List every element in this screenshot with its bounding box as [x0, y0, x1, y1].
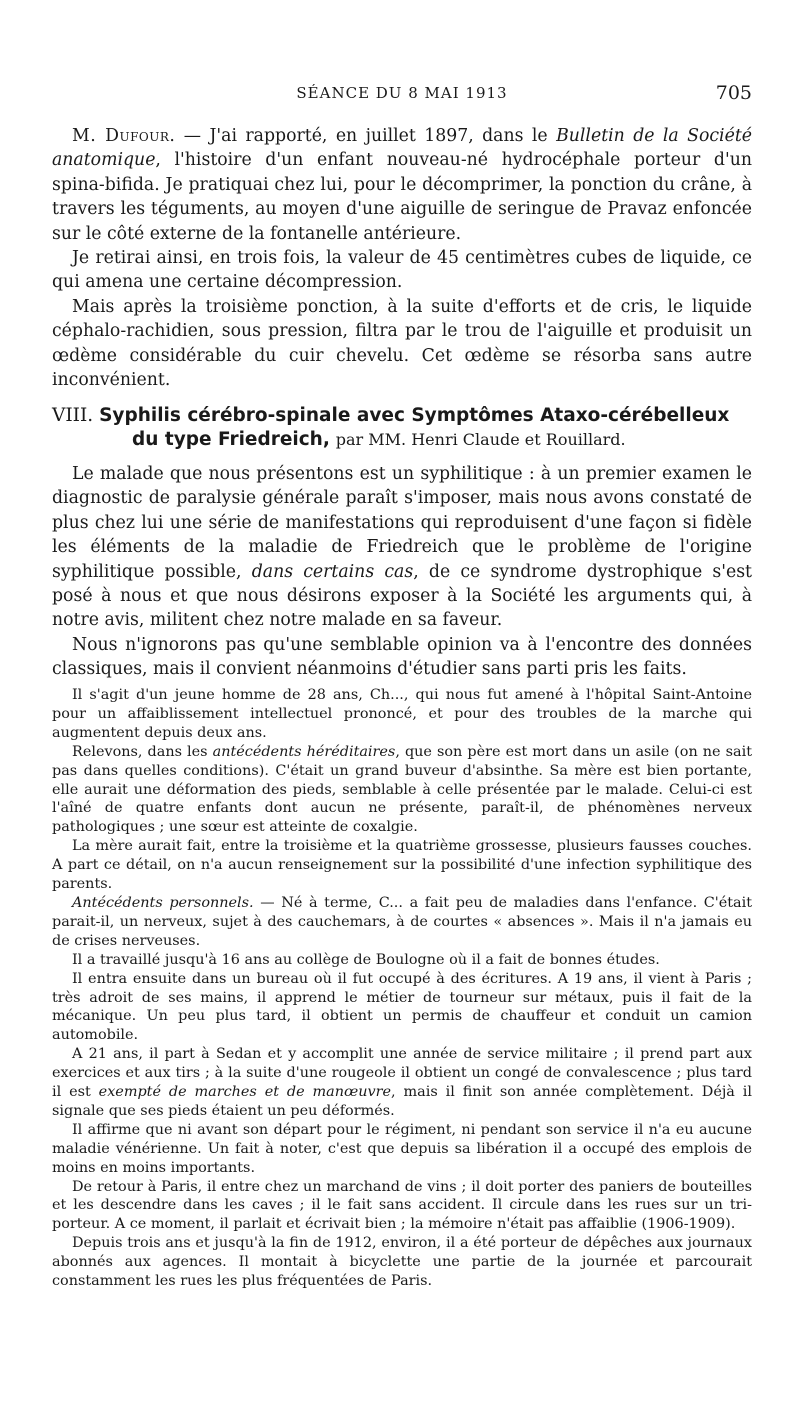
section-heading	[52, 404, 752, 452]
intro-paragraph-1	[52, 462, 752, 633]
case-text-7b: , mais il finit son année complètement. Déjà il signale que ses pieds étaient un peu déformés.	[52, 1084, 752, 1119]
dufour-text-1b: , l'histoire d'un enfant nouveau-né hydrocéphale porteur d'un spina-bifida. Je pratiquai chez lui, pour le décomprimer, la ponction du crâne, à travers les téguments, au moyen d'une aiguille de seringue de Pravaz enfoncée sur le côté externe de la fontanelle antérieure.	[52, 150, 752, 244]
case-text-4: — Né à terme, C... a fait peu de maladies dans l'enfance. C'était parait-il, un nerveux, sujet à des cauchemars, à de courtes « absences ». Mais il n'a jamais eu de crises nerveuses.	[52, 894, 753, 949]
article-intro	[52, 462, 752, 682]
intro-emphasis: dans certains cas	[251, 561, 414, 582]
speaker-name: M. Dufour.	[72, 126, 176, 146]
dufour-paragraph-2: Je retirai ainsi, en trois fois, la valeur de 45 centimètres cubes de liquide, ce qui amena une certaine décompression.	[52, 248, 752, 293]
intro-paragraph-2: Nous n'ignorons pas qu'une semblable opinion va à l'encontre des données classiques, mais il convient néanmoins d'étudier sans parti pris les faits.	[52, 634, 752, 680]
case-paragraph-2	[52, 743, 752, 838]
dufour-text-1a: — J'ai rapporté, en juillet 1897, dans le	[175, 126, 557, 146]
case-paragraph-5: Il a travaillé jusqu'à 16 ans au collège de Boulogne où il a fait de bonnes études.	[72, 951, 660, 968]
case-paragraph-4	[52, 894, 752, 951]
intro-text-1a: Le malade que nous présentons est un syphilitique : à un premier examen le diagnostic de paralysie générale paraît s'imposer, mais nous avons constaté de plus chez lui une série de manifestations qui reproduisent d'une façon si fidèle les éléments de la maladie de Friedreich que le problème de l'origine syphilitique possible,	[52, 464, 752, 582]
case-paragraph-1: Il s'agit d'un jeune homme de 28 ans, Ch..., qui nous fut amené à l'hôpital Saint-Antoine pour un affaiblissement intellectuel prononcé, et pour des troubles de la marche qui augmentent depuis deux ans.	[52, 687, 752, 741]
dufour-paragraph-1	[52, 124, 752, 246]
case-paragraph-8: Il affirme que ni avant son départ pour le régiment, ni pendant son service il n'a eu aucune maladie vénérienne. Un fait à noter, c'est que depuis sa libération il a occupé des emplois de moins en moins importants.	[52, 1121, 752, 1176]
case-emphasis-personal: Antécédents personnels.	[72, 894, 254, 911]
page-number: 705	[715, 82, 752, 104]
case-emphasis-hereditary: antécédents héréditaires	[212, 743, 396, 760]
case-report	[52, 686, 752, 1291]
intro-text-1b: , de ce syndrome dystrophique s'est posé à nous et que nous désirons exposer à la Société les arguments qui, à notre avis, militent chez notre malade en sa faveur.	[52, 561, 753, 631]
section-number: VIII.	[52, 405, 94, 426]
case-text-7a: A 21 ans, il part à Sedan et y accomplit une année de service militaire ; il prend part aux exercices et aux tirs ; à la suite d'une rougeole il obtient un congé de convalescence ; plus tard il est	[52, 1046, 752, 1101]
case-text-2b: , que son père est mort dans un asile (on ne sait pas dans quelles conditions). C'était un grand buveur d'absinthe. Sa mère est bien portante, elle aurait une déformation des pieds, semblable à celle présentée par le malade. Celui-ci est l'aîné de quatre enfants dont aucun ne présente, paraît-il, de phénomènes nerveux pathologiques ; une sœur est atteinte de coxalgie.	[52, 743, 752, 836]
case-paragraph-7	[52, 1045, 752, 1121]
case-paragraph-6: Il entra ensuite dans un bureau où il fut occupé à des écritures. A 19 ans, il vient à Paris ; très adroit de ses mains, il apprend le métier de tourneur sur métaux, puis il fait de la mécanique. Un peu plus tard, il obtient un permis de chauffeur et conduit un camion automobile.	[52, 970, 752, 1044]
dufour-paragraph-3: Mais après la troisième ponction, à la suite d'efforts et de cris, le liquide céphalo-rachidien, sous pression, filtra par le trou de l'aiguille et produisit un œdème considérable du cuir chevelu. Cet œdème se résorba sans autre inconvénient.	[52, 296, 752, 391]
section-heading-line-2	[52, 428, 752, 452]
case-paragraph-3: La mère aurait fait, entre la troisième et la quatrième grossesse, plusieurs fausses couches. A part ce détail, on n'a aucun renseignement sur la possibilité d'une infection syphilitique des parents.	[52, 838, 752, 893]
section-title-part-1: Syphilis cérébro-spinale avec Symptômes Ataxo-cérébelleux	[99, 405, 730, 426]
case-text-2a: Relevons, dans les	[72, 743, 213, 760]
header-title: SÉANCE DU 8 MAI 1913	[296, 84, 508, 102]
section-heading-line-1	[52, 404, 752, 428]
case-paragraph-10: Depuis trois ans et jusqu'à la fin de 1912, environ, il a été porteur de dépêches aux journaux abonnés aux agences. Il montait à bicyclette une partie de la journée et parcourait constamment les rues les plus fréquentées de Paris.	[52, 1235, 752, 1290]
case-emphasis-exempt: exempté de marches et de manœuvre	[98, 1084, 392, 1101]
running-header	[52, 84, 752, 108]
dufour-communication	[52, 124, 752, 392]
case-paragraph-9: De retour à Paris, il entre chez un marchand de vins ; il doit porter des paniers de bouteilles et les descendre dans les caves ; il le fait sans accident. Il circule dans les rues sur un tri-porteur. A ce moment, il parlait et écrivait bien ; la mémoire n'était pas affaiblie (1906-1909).	[52, 1178, 752, 1233]
section-authors: par MM. Henri Claude et Rouillard.	[335, 430, 626, 449]
section-title-part-2: du type Friedreich,	[132, 429, 330, 450]
journal-title: Bulletin de la Société anatomique	[52, 126, 752, 171]
